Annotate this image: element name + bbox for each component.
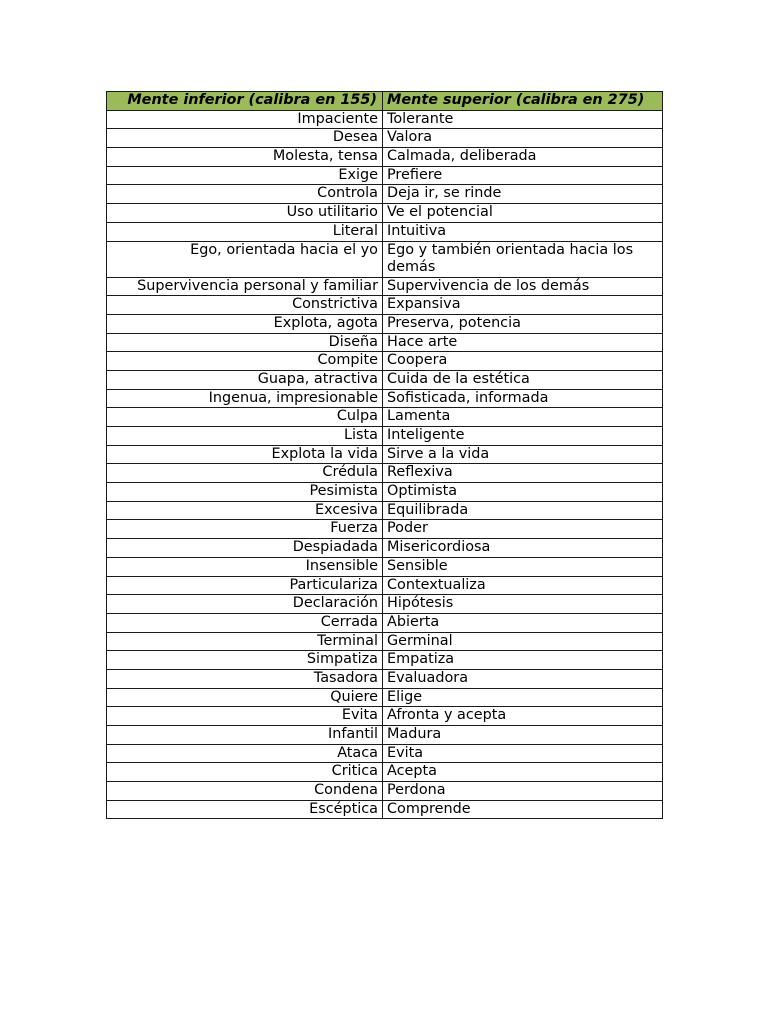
higher-mind-cell: Germinal	[383, 632, 663, 651]
higher-mind-cell: Tolerante	[383, 110, 663, 129]
table-row	[107, 148, 663, 167]
lower-mind-cell: Tasadora	[107, 669, 383, 688]
lower-mind-cell: Despiadada	[107, 539, 383, 558]
lower-mind-cell: Explota la vida	[107, 445, 383, 464]
lower-mind-cell: Condena	[107, 782, 383, 801]
lower-mind-cell: Escéptica	[107, 800, 383, 819]
higher-mind-cell: Hace arte	[383, 333, 663, 352]
higher-mind-cell: Calmada, deliberada	[383, 148, 663, 167]
lower-mind-cell: Terminal	[107, 632, 383, 651]
higher-mind-cell: Prefiere	[383, 166, 663, 185]
higher-mind-cell: Sofisticada, informada	[383, 389, 663, 408]
table-row	[107, 800, 663, 819]
lower-mind-cell: Simpatiza	[107, 651, 383, 670]
table-row	[107, 166, 663, 185]
table-row	[107, 370, 663, 389]
higher-mind-cell: Reflexiva	[383, 464, 663, 483]
higher-mind-cell: Poder	[383, 520, 663, 539]
lower-mind-cell: Crédula	[107, 464, 383, 483]
table-row	[107, 427, 663, 446]
table-row	[107, 782, 663, 801]
lower-mind-cell: Ataca	[107, 744, 383, 763]
higher-mind-cell: Empatiza	[383, 651, 663, 670]
table-row	[107, 501, 663, 520]
lower-mind-cell: Constrictiva	[107, 296, 383, 315]
lower-mind-cell: Controla	[107, 185, 383, 204]
higher-mind-cell: Abierta	[383, 613, 663, 632]
table-row	[107, 110, 663, 129]
table-row	[107, 296, 663, 315]
lower-mind-cell: Ingenua, impresionable	[107, 389, 383, 408]
higher-mind-cell: Deja ir, se rinde	[383, 185, 663, 204]
table-row	[107, 707, 663, 726]
higher-mind-cell: Evita	[383, 744, 663, 763]
table-row	[107, 333, 663, 352]
table-body	[107, 110, 663, 819]
table-row	[107, 520, 663, 539]
table-row	[107, 222, 663, 241]
table-row	[107, 613, 663, 632]
table-row	[107, 595, 663, 614]
higher-mind-cell: Acepta	[383, 763, 663, 782]
higher-mind-cell: Intuitiva	[383, 222, 663, 241]
lower-mind-cell: Uso utilitario	[107, 204, 383, 223]
lower-mind-cell: Supervivencia personal y familiar	[107, 277, 383, 296]
lower-mind-cell: Particulariza	[107, 576, 383, 595]
higher-mind-cell: Hipótesis	[383, 595, 663, 614]
table-row	[107, 241, 663, 277]
higher-mind-cell: Preserva, potencia	[383, 314, 663, 333]
lower-mind-cell: Impaciente	[107, 110, 383, 129]
table-row	[107, 688, 663, 707]
lower-mind-cell: Fuerza	[107, 520, 383, 539]
higher-mind-cell: Contextualiza	[383, 576, 663, 595]
lower-mind-cell: Desea	[107, 129, 383, 148]
table-row	[107, 576, 663, 595]
higher-mind-cell: Optimista	[383, 483, 663, 502]
table-row	[107, 539, 663, 558]
table-header-row	[107, 92, 663, 111]
lower-mind-cell: Explota, agota	[107, 314, 383, 333]
table-row	[107, 389, 663, 408]
higher-mind-cell: Valora	[383, 129, 663, 148]
table-row	[107, 632, 663, 651]
higher-mind-cell: Cuida de la estética	[383, 370, 663, 389]
table-row	[107, 483, 663, 502]
table-row	[107, 651, 663, 670]
table-row	[107, 408, 663, 427]
higher-mind-cell: Misericordiosa	[383, 539, 663, 558]
higher-mind-cell: Madura	[383, 726, 663, 745]
lower-mind-cell: Diseña	[107, 333, 383, 352]
lower-mind-cell: Exige	[107, 166, 383, 185]
table-row	[107, 352, 663, 371]
lower-mind-cell: Lista	[107, 427, 383, 446]
table-row	[107, 129, 663, 148]
higher-mind-cell: Supervivencia de los demás	[383, 277, 663, 296]
table-row	[107, 185, 663, 204]
higher-mind-cell: Afronta y acepta	[383, 707, 663, 726]
table-row	[107, 277, 663, 296]
table-row	[107, 464, 663, 483]
lower-mind-cell: Excesiva	[107, 501, 383, 520]
higher-mind-cell: Lamenta	[383, 408, 663, 427]
table-row	[107, 557, 663, 576]
lower-mind-cell: Ego, orientada hacia el yo	[107, 241, 383, 277]
lower-mind-cell: Molesta, tensa	[107, 148, 383, 167]
higher-mind-cell: Perdona	[383, 782, 663, 801]
higher-mind-cell: Inteligente	[383, 427, 663, 446]
table-row	[107, 204, 663, 223]
table-row	[107, 314, 663, 333]
lower-mind-cell: Culpa	[107, 408, 383, 427]
higher-mind-cell: Equilibrada	[383, 501, 663, 520]
lower-mind-cell: Declaración	[107, 595, 383, 614]
higher-mind-cell: Ego y también orientada hacia los demás	[383, 241, 663, 277]
higher-mind-cell: Comprende	[383, 800, 663, 819]
comparison-table	[106, 91, 663, 819]
table-row	[107, 669, 663, 688]
lower-mind-cell: Literal	[107, 222, 383, 241]
lower-mind-cell: Cerrada	[107, 613, 383, 632]
higher-mind-cell: Ve el potencial	[383, 204, 663, 223]
table-row	[107, 763, 663, 782]
lower-mind-cell: Critica	[107, 763, 383, 782]
lower-mind-cell: Quiere	[107, 688, 383, 707]
lower-mind-cell: Evita	[107, 707, 383, 726]
header-higher-mind: Mente superior (calibra en 275)	[383, 92, 663, 111]
higher-mind-cell: Elige	[383, 688, 663, 707]
higher-mind-cell: Evaluadora	[383, 669, 663, 688]
lower-mind-cell: Pesimista	[107, 483, 383, 502]
table-row	[107, 744, 663, 763]
header-lower-mind: Mente inferior (calibra en 155)	[107, 92, 383, 111]
lower-mind-cell: Infantil	[107, 726, 383, 745]
lower-mind-cell: Guapa, atractiva	[107, 370, 383, 389]
higher-mind-cell: Coopera	[383, 352, 663, 371]
table-row	[107, 445, 663, 464]
higher-mind-cell: Sirve a la vida	[383, 445, 663, 464]
lower-mind-cell: Insensible	[107, 557, 383, 576]
higher-mind-cell: Sensible	[383, 557, 663, 576]
table-row	[107, 726, 663, 745]
lower-mind-cell: Compite	[107, 352, 383, 371]
higher-mind-cell: Expansiva	[383, 296, 663, 315]
